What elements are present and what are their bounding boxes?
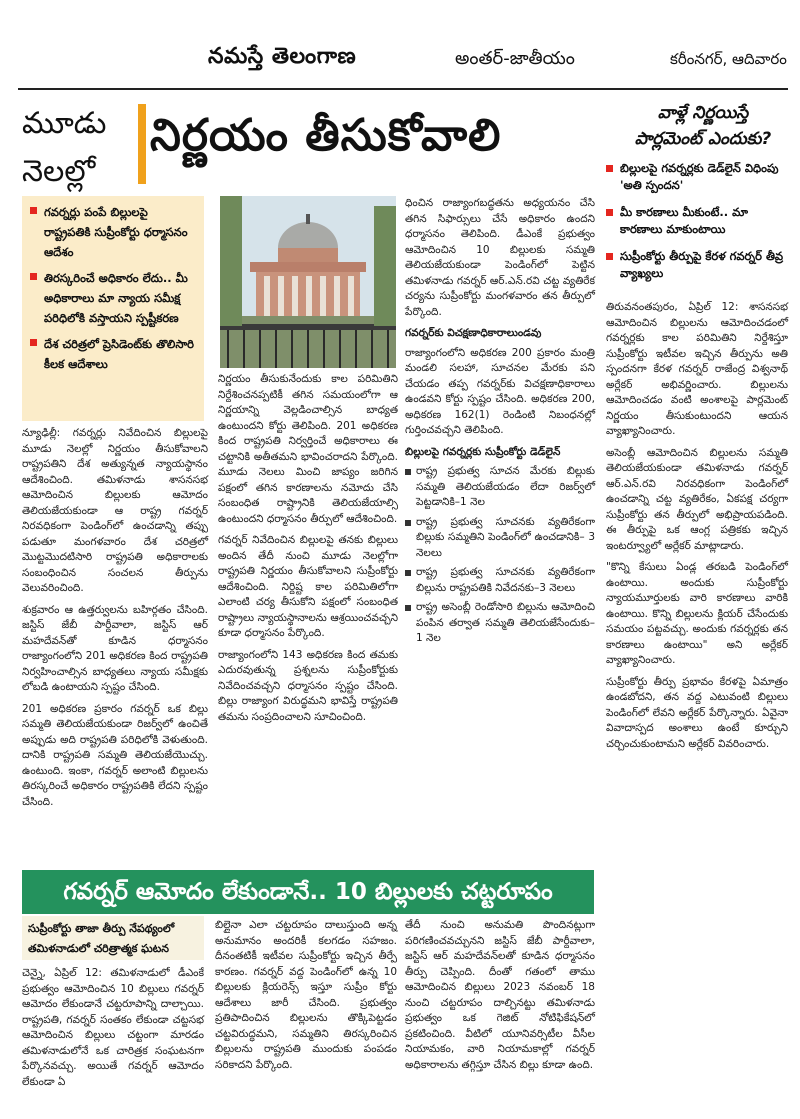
supreme-court-photo (220, 196, 396, 368)
bottom-story-column-3 (405, 918, 595, 1079)
bottom-story-column-2 (215, 918, 397, 1079)
deadline-item: రాష్ట్ర ప్రభుత్వ సూచన మేరకు బిల్లుకు సమ్మతి తెలియజేయడం లేదా రిజర్వ్‌లో పెట్టడానికి–1 నెల (405, 464, 595, 511)
subheading: గవర్నర్‌కు విచక్షణాధికారాలుండవు (405, 327, 542, 339)
highlight-item: గవర్నర్లు పంపే బిల్లులపై రాష్ట్రపతికి సుప్రీంకోర్టు ధర్మాసనం ఆదేశం (30, 202, 196, 262)
headline-kicker (22, 100, 106, 196)
headline-kicker-line2: నెలల్లో (22, 154, 96, 189)
main-story-column-3 (405, 196, 595, 651)
headline-kicker-line1: మూడు (22, 106, 107, 141)
subheading: బిల్లులపై గవర్నర్లకు సుప్రీంకోర్టు డెడ్‌లైన్ (405, 445, 561, 458)
paragraph: చెన్నై, ఏప్రిల్ 12: తమిళనాడులో డీఎంకే ప్రభుత్వం ఆమోదించిన 10 బిల్లులు గవర్నర్ ఆమోదం లేకుండానే చట్టరూపాన్ని దాల్చాయి. రాష్ట్రపతి, గవర్నర్ సంతకం లేకుండా చట్టసభ ఆమోదించిన బిల్లులు చట్టంగా మారడం తమిళనాడులోనే ఒక చారిత్రక సంఘటనగా పేర్కొనవచ్చు. అయితే గవర్నర్ ఆమోదం లేకుండా ఏ (22, 967, 204, 1088)
deadline-item: రాష్ట్ర ప్రభుత్వ సూచనకు వ్యతిరేకంగా బిల్లుకు సమ్మతిని పెండింగ్‌లో ఉంచడానికి– 3 నెలలు (405, 515, 595, 562)
deadline-list (405, 464, 595, 647)
section-title: అంతర్-జాతీయం (455, 48, 575, 69)
paragraph: 201 అధికరణ ప్రకారం గవర్నర్ ఒక బిల్లు సమ్మతి తెలియజేయకుండా రిజర్వ్‌లో ఉంచితే అప్పుడు అది రాష్ట్రపతి పరిధిలోకి వెళుతుంది. దానికి రాష్ట్రపతి సమ్మతి తెలియజేయొచ్చు. ఉంటుంది. ఇంకా, గవర్నర్ అలాంటి బిల్లులను తిరస్కరించే అధికారం రాష్ట్రపతికి లేదని స్పష్టం చేసింది. (22, 702, 208, 808)
side-bullet: బిల్లులపై గవర్నర్లకు డెడ్‌లైన్ విధింపు 'అతి స్పందన' (606, 160, 786, 194)
paragraph: "కొన్ని కేసులు ఏండ్ల తరబడి పెండింగ్‌లో ఉంటాయి. అందుకు సుప్రీంకోర్టు న్యాయమూర్తులకు వారి కారణాలు వారికి ఉంటాయి. కొన్ని బిల్లులను క్లియర్ చేసేందుకు సమయం పట్టవచ్చు. అందుకు గవర్నర్లకు తన కారణాలు ఉంటాయి" అని అర్లేకర్ వ్యాఖ్యానించారు. (606, 561, 788, 666)
paragraph: అసెంబ్లీ ఆమోదించిన బిల్లులను సమ్మతి తెలియజేయకుండా తమిళనాడు గవర్నర్ ఆర్.ఎన్.రవి నిరవధికంగా పెండింగ్‌లో ఉంచడాన్ని చట్ట వ్యతిరేకం, ఏకపక్ష చర్యగా సుప్రీంకోర్టు తన తీర్పులో అభిప్రాయపడింది. ఈ తీర్పుపై ఒక ఆంగ్ల పత్రికకు ఇచ్చిన ఇంటర్వ్యూలో అర్లేకర్ మాట్లాడారు. (606, 446, 788, 552)
deadline-item: రాష్ట్ర అసెంబ్లీ రెండోసారి బిల్లును ఆమోదించి పంపిన తర్వాత సమ్మతి తెలియజేసేందుకు–1 నెల (405, 600, 595, 647)
bottom-story-subhead: సుప్రీంకోర్టు తాజా తీర్పు నేపథ్యంలో తమిళనాడులో చరిత్రాత్మక ఘటన (22, 916, 204, 960)
headline-accent-bar (138, 104, 146, 184)
side-story-bullets (606, 160, 786, 292)
deadline-item: రాష్ట్ర ప్రభుత్వ సూచనకు వ్యతిరేకంగా బిల్లును రాష్ట్రపతికి నివేదనకు–3 నెలలు (405, 565, 595, 596)
side-bullet: సుప్రీంకోర్టు తీర్పుపై కేరళ గవర్నర్ తీవ్ర వ్యాఖ్యలు (606, 248, 786, 282)
side-story-headline (618, 100, 788, 152)
highlight-item: తిరస్కరించే అధికారం లేదు.. మీ అధికారాలు మా న్యాయ సమీక్ష పరిధిలోకి వస్తాయని స్పష్టీకరణ (30, 268, 196, 328)
paragraph: రాజ్యాంగంలోని 143 అధికరణ కింద తమకు ఎదురవుతున్న ప్రశ్నలను సుప్రీంకోర్టుకు నివేదించవచ్చని ధర్మాసనం స్పష్టం చేసింది. బిల్లు రాజ్యాంగ విరుద్ధమని భావిస్తే రాష్ట్రపతి తమను సంప్రదించాలని సూచించింది. (218, 648, 398, 723)
dateline: కరీంనగర్, ఆదివారం (670, 50, 787, 68)
paragraph: ధించిన రాజ్యాంగబద్ధతను అధ్యయనం చేసి తగిన సిఫార్సులు చేసే అధికారం ఉందని ధర్మాసనం తెలిపింది. డీఎంకే ప్రభుత్వం ఆమోదించిన 10 బిల్లులకు సమ్మతి తెలియజేయకుండా పెండింగ్‌లో పెట్టిన తమిళనాడు గవర్నర్ ఆర్.ఎన్.రవి చట్ట వ్యతిరేక చర్యను సుప్రీంకోర్టు మంగళవారం తన తీర్పులో పేర్కొంది. (405, 197, 595, 318)
paragraph: సుప్రీంకోర్టు తీర్పు ప్రభావం కేరళపై ఏమాత్రం ఉండబోదని, తన వద్ద ఎటువంటి బిల్లులు పెండింగ్‌లో లేవని అర్లేకర్ పేర్కొన్నారు. ఏవైనా వివాదాస్పద అంశాలు ఉంటే కూర్చుని చర్చించుకుంటామని అర్లేకర్ వివరించారు. (606, 675, 788, 750)
highlights-box (22, 196, 204, 421)
paragraph: నిర్ణయం తీసుకునేందుకు కాల పరిమితిని నిర్దేశించనప్పటికీ తగిన సమయంలోగా ఆ నిర్ణయాన్ని వెల్లడించాల్సిన బాధ్యత ఉంటుందని కోర్టు తెలిపింది. 201 అధికరణ కింద రాష్ట్రపతి నిర్వర్తించే అధికారాలు ఈ చట్టానికి అతీతమని భావించరాదని పేర్కొంది. మూడు నెలలు మించి జాప్యం జరిగిన పక్షంలో తగిన కారణాలను నమోదు చేసి సంబంధిత రాష్ట్రానికి తెలియజేయాల్సి ఉంటుందని ధర్మాసనం తీర్పులో ఆదేశించింది. (218, 373, 398, 525)
masthead (0, 0, 800, 86)
highlight-item: దేశ చరిత్రలో ప్రెసిడెంట్‌కు తొలిసారి కీలక ఆదేశాలు (30, 334, 196, 374)
masthead-divider (18, 88, 788, 90)
side-headline-line1: వాళ్లే నిర్ణయిస్తే (657, 103, 749, 123)
bottom-story-banner: గవర్నర్ ఆమోదం లేకుండానే.. 10 బిల్లులకు చట్టరూపం (22, 870, 594, 914)
paragraph: బిల్లైనా ఎలా చట్టరూపం దాలుస్తుంది అన్న అనుమానం అందరికీ కలగడం సహజం. దీనంతటికీ ఇటీవల సుప్రీంకోర్టు ఇచ్చిన తీర్పే కారణం. గవర్నర్ వద్ద పెండింగ్‌లో ఉన్న 10 బిల్లులకు క్లియరెన్స్ ఇస్తూ సుప్రీం కోర్టు ఆదేశాలు జారీ చేసింది. ప్రభుత్వం ప్రతిపాదించిన బిల్లులను తొక్కిపెట్టడం చట్టవిరుద్ధమని, సమ్మతిని తిరస్కరించిన బిల్లులను రాష్ట్రపతి ముందుకు పంపడం సరికాదని పేర్కొంది. (215, 919, 397, 1071)
side-bullet: మీ కారణాలు మీకుంటే.. మా కారణాలు మాకుంటాయి (606, 204, 786, 238)
paragraph: రాజ్యాంగంలోని అధికరణ 200 ప్రకారం మంత్రి మండలి సలహా, సూచనల మేరకు పని చేయడం తప్ప గవర్నర్‌కు విచక్షణాధికారాలు ఉండవని కోర్టు స్పష్టం చేసింది. అధికరణ 200, అధికరణ 162(1) రెండింటి నిబంధనల్లో గుర్తించవచ్చని తెలిపింది. (405, 346, 595, 436)
paragraph: న్యూఢిల్లీ: గవర్నర్లు నివేదించిన బిల్లులపై మూడు నెలల్లో నిర్ణయం తీసుకోవాలని రాష్ట్రపతిని దేశ అత్యున్నత న్యాయస్థానం ఆదేశించింది. తమిళనాడు శాసనసభ ఆమోదించిన బిల్లులకు ఆమోదం తెలియజేయకుండా ఆ రాష్ట్ర గవర్నర్ నిరవధికంగా పెండింగ్‌లో ఉంచడాన్ని తప్పు పడుతూ మంగళవారం దేశ చరిత్రలో మొట్టమొదటిసారి రాష్ట్రపతి అధికారాలకు సంబంధించిన సంచలన తీర్పును వెలువరించింది. (22, 427, 208, 594)
supreme-court-building-icon (220, 196, 396, 368)
main-story-column-1 (22, 426, 208, 816)
paragraph: శుక్రవారం ఆ ఉత్తర్వులను బహిర్గతం చేసింది. జస్టిస్ జేబీ పార్దీవాలా, జస్టిస్ ఆర్ మహదేవన్‌తో కూడిన ధర్మాసనం రాజ్యాంగంలోని 201 అధికరణ కింద రాష్ట్రపతి నిర్వహించాల్సిన బాధ్యతలు న్యాయ సమీక్షకు లోబడి ఉంటాయని స్పష్టం చేసింది. (22, 603, 208, 693)
newspaper-logo: నమస్తే తెలంగాణ (208, 44, 357, 69)
main-headline: నిర్ణయం తీసుకోవాలి (150, 110, 502, 161)
paragraph: తిరువనంతపురం, ఏప్రిల్ 12: శాసనసభ ఆమోదించిన బిల్లులను ఆమోదించడంలో గవర్నర్లకు కాల పరిమితిని నిర్దేశిస్తూ సుప్రీంకోర్టు ఇటీవల ఇచ్చిన తీర్పును అతి స్పందనగా కేరళ గవర్నర్ రాజేంద్ర విశ్వనాథ్ అర్లేకర్ అభివర్ణించారు. బిల్లులను ఆమోదించడం వంటి అంశాలపై పార్లమెంట్ నిర్ణయం తీసుకుంటుందని ఆయన వ్యాఖ్యానించారు. (606, 301, 788, 437)
bottom-story-column-1 (22, 966, 204, 1096)
main-story-column-2 (218, 372, 398, 731)
paragraph: గవర్నర్ నివేదించిన బిల్లులపై తనకు బిల్లులు అందిన తేదీ నుంచి మూడు నెలల్లోగా రాష్ట్రపతి నిర్ణయం తీసుకోవాలని సుప్రీంకోర్టు ఆదేశించింది. నిర్దిష్ట కాల పరిమితిలోగా ఎలాంటి చర్య తీసుకోని పక్షంలో సంబంధిత రాష్ట్రాలు న్యాయస్థానాలను ఆశ్రయించవచ్చని కూడా ధర్మాసనం పేర్కొంది. (218, 534, 398, 639)
side-headline-line2: పార్లమెంట్ ఎందుకు? (634, 129, 772, 149)
side-story-body (606, 300, 788, 758)
paragraph: తేదీ నుంచి అనుమతి పొందినట్లుగా పరిగణించవచ్చునని జస్టిస్ జేబీ పార్దీవాలా, జస్టిస్ ఆర్ మహదేవన్‌లతో కూడిన ధర్మాసనం తీర్పు చెప్పింది. దీంతో గతంలో తాము ఆమోదించిన బిల్లులు 2023 నవంబర్ 18 నుంచి చట్టరూపం దాల్చినట్టు తమిళనాడు ప్రభుత్వం ఒక గెజిట్ నోటిఫికేషన్‌లో ప్రకటించింది. వీటిలో యూనివర్సిటీల వీసీల నియామకం, వారి నియామకాల్లో గవర్నర్ అధికారాలను తగ్గిస్తూ చేసిన బిల్లు కూడా ఉంది. (405, 919, 595, 1071)
